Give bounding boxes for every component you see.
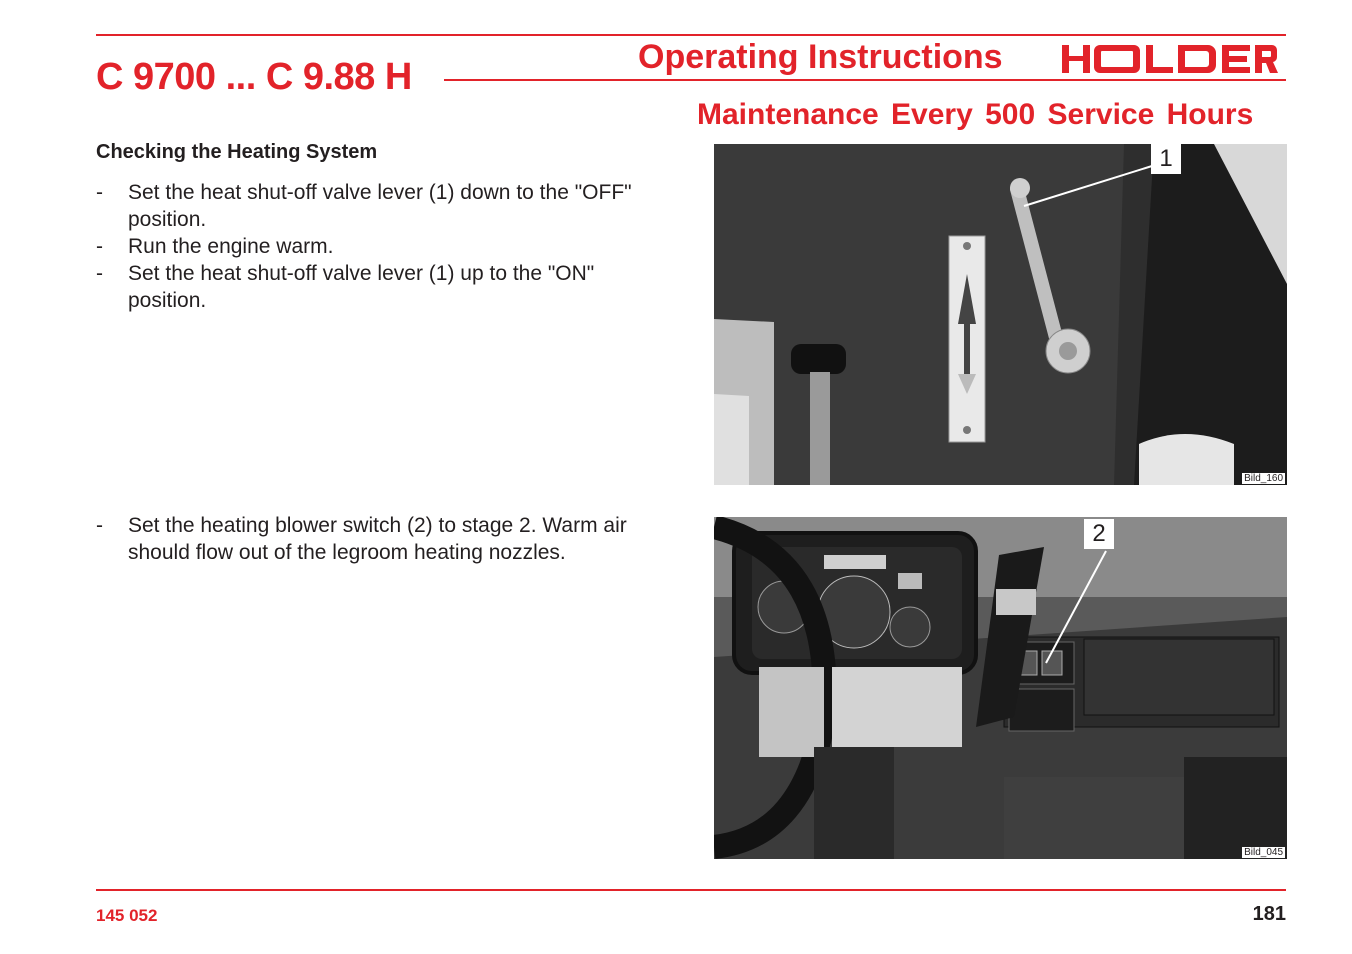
procedure-steps-blower: [96, 512, 668, 566]
header-top-rule: [96, 34, 1286, 36]
callout-1: 1: [1151, 144, 1181, 174]
page-number: 181: [1252, 903, 1286, 925]
step-text: Set the heat shut-off valve lever (1) down to the "OFF" position.: [128, 181, 632, 231]
step-item: [96, 512, 668, 566]
step-text: Run the engine warm.: [128, 235, 334, 258]
heat-valve-photo-illustration: [714, 144, 1287, 485]
step-item: [96, 233, 668, 260]
step-text: Set the heat shut-off valve lever (1) up to the "ON" position.: [128, 262, 595, 312]
document-title: Operating Instructions: [638, 38, 1003, 76]
figure-caption-1: Bild_160: [1244, 473, 1283, 484]
document-number: 145 052: [96, 906, 158, 925]
step-item: [96, 179, 668, 233]
bullet-dash: -: [96, 235, 103, 258]
bullet-dash: -: [96, 514, 103, 537]
photo-dashboard-blower-switch: [714, 517, 1287, 859]
section-title: Maintenance Every 500 Service Hours: [697, 98, 1254, 131]
callout-2: 2: [1084, 519, 1114, 549]
figure-caption-2: Bild_045: [1244, 847, 1283, 858]
bullet-dash: -: [96, 181, 103, 204]
bullet-dash: -: [96, 262, 103, 285]
procedure-heading: Checking the Heating System: [96, 141, 378, 163]
photo-heat-valve-lever: [714, 144, 1287, 485]
dashboard-photo-illustration: [714, 517, 1287, 859]
step-item: [96, 260, 668, 314]
procedure-steps-heating-valve: [96, 179, 668, 314]
model-range-title: C 9700 ... C 9.88 H: [96, 56, 412, 98]
holder-logo: [1060, 42, 1278, 76]
header-middle-rule: [444, 79, 1286, 81]
step-text: Set the heating blower switch (2) to stage 2. Warm air should flow out of the legroom heating nozzles.: [128, 514, 627, 564]
footer-rule: [96, 889, 1286, 891]
